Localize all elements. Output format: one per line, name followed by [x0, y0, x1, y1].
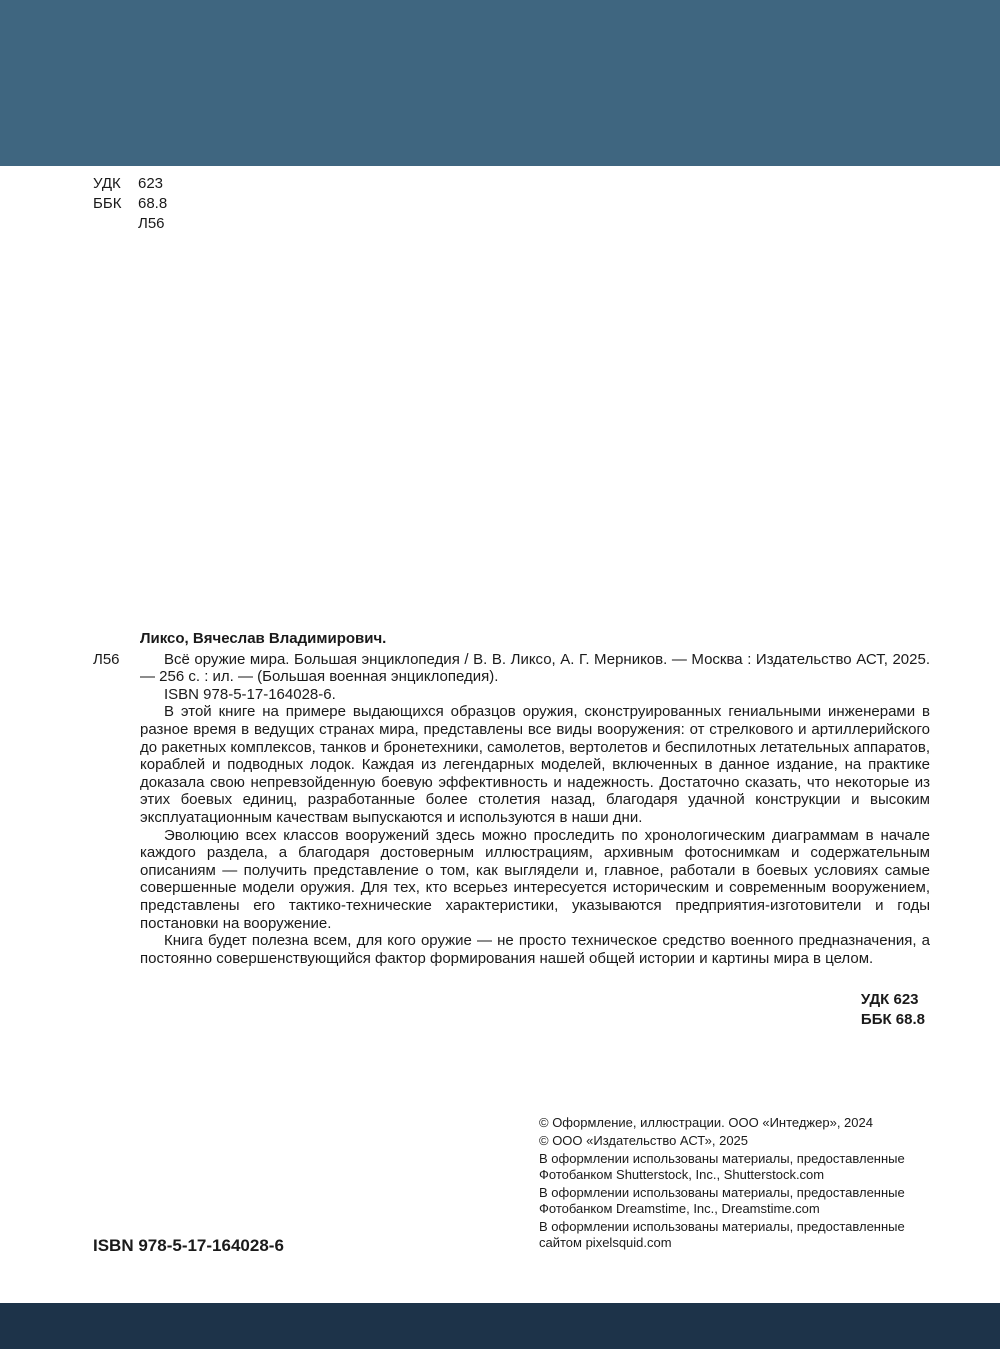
- udk-value: 623: [138, 175, 164, 192]
- bbk-row: [93, 194, 167, 214]
- bottom-color-band: [0, 1303, 1000, 1349]
- entry-author-sign: Л56: [93, 651, 120, 668]
- credit-line: В оформлении использованы материалы, предоставленные Фотобанком Dreamstime, Inc., Dreamstime.com: [539, 1185, 905, 1216]
- isbn: ISBN 978-5-17-164028-6: [93, 1236, 284, 1255]
- classification-block: [93, 174, 167, 234]
- bibliographic-entry: [140, 630, 930, 967]
- annotation-paragraph-3: Книга будет полезна всем, для кого оружие — не просто техническое средство военного предназначения, а постоянно совершенствующийся фактор формирования нашей общей истории и картины мира в целом.: [140, 932, 930, 967]
- bbk-value: 68.8: [138, 195, 168, 212]
- author-sign-row: [93, 214, 167, 234]
- copyright-line: © Оформление, иллюстрации. ООО «Интеджер», 2024: [539, 1115, 873, 1130]
- entry-title-line: Всё оружие мира. Большая энциклопедия / В. В. Ликсо, А. Г. Мерников. — Москва : Издательство АСТ, 2025. — 256 с. : ил. — (Большая военная энциклопедия).: [140, 650, 930, 686]
- entry-author: Ликсо, Вячеслав Владимирович.: [140, 630, 387, 647]
- top-color-band: [0, 0, 1000, 166]
- udk-label: УДК: [93, 175, 121, 192]
- credit-line: В оформлении использованы материалы, предоставленные сайтом pixelsquid.com: [539, 1219, 905, 1250]
- entry-isbn-line: ISBN 978-5-17-164028-6.: [164, 685, 336, 703]
- annotation-paragraph-1: В этой книге на примере выдающихся образцов оружия, сконструированных гениальными инженерами в разное время в ведущих странах мира, представлены все виды вооружения: от стрелкового и артиллерийского до ракетных комплексов, танков и бронетехники, самолетов, вертолетов и беспилотных летательных аппаратов, кораблей и подводных лодок. Каждая из легендарных моделей, включенных в данное издание, на практике доказала свою непревзойденную боевую эффективность и надежность. Достаточно сказать, что некоторые из этих боевых единиц, разработанные более столетия назад, благодаря удачной конструкции и высоким эксплуатационным качествам выпускаются и используются в наши дни.: [140, 703, 930, 826]
- author-sign: Л56: [138, 215, 165, 232]
- bbk-label: ББК: [93, 195, 122, 212]
- bbk-code: ББК 68.8: [860, 1011, 925, 1028]
- udk-row: [93, 174, 167, 194]
- index-codes: [861, 990, 925, 1030]
- annotation-paragraph-2: Эволюцию всех классов вооружений здесь можно проследить по хронологическим диаграммам в начале каждого раздела, а благодаря достоверным иллюстрациям, архивным фотоснимкам и содержательным описаниям — получить представление о том, как выглядели и, главное, работали в боевых условиях самые совершенные модели оружия. Для тех, кто всерьез интересуется историческим и современным вооружением, представлены его тактико-технические характеристики, указываются предприятия-изготовители и годы постановки на вооружение.: [140, 826, 930, 932]
- udk-code: УДК 623: [860, 991, 919, 1008]
- copyright-block: [539, 1115, 939, 1253]
- credit-line: В оформлении использованы материалы, предоставленные Фотобанком Shutterstock, Inc., Shutterstock.com: [539, 1151, 905, 1182]
- copyright-line: © ООО «Издательство АСТ», 2025: [539, 1133, 749, 1148]
